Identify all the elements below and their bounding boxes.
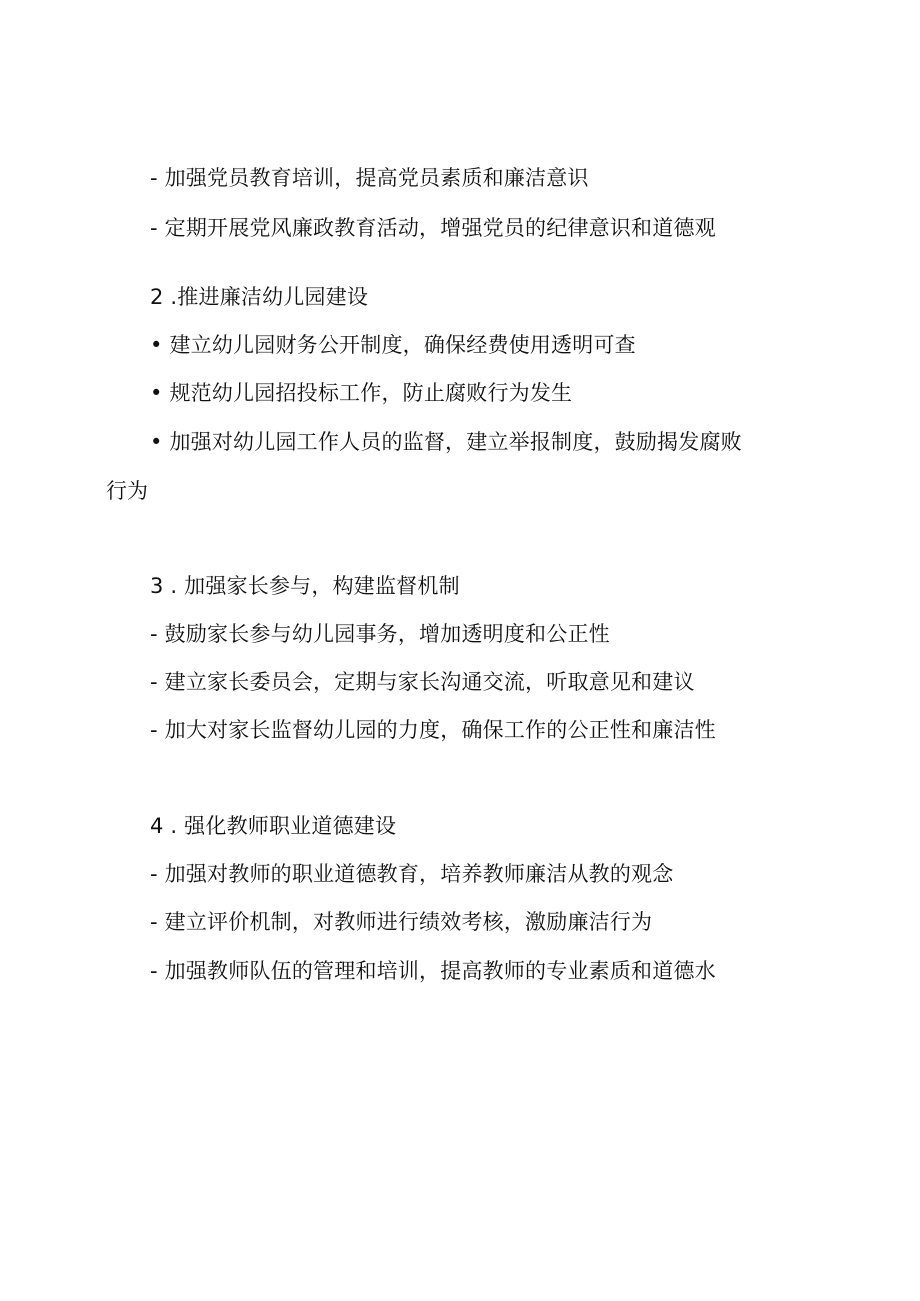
list-item: • 加强对幼儿园工作人员的监督，建立举报制度，鼓励揭发腐败	[150, 430, 742, 454]
section-heading: 4 . 强化教师职业道德建设	[150, 814, 397, 838]
list-item: - 建立家长委员会，定期与家长沟通交流，听取意见和建议	[150, 670, 695, 694]
list-item: - 加强教师队伍的管理和培训，提高教师的专业素质和道德水	[150, 959, 716, 983]
list-item: - 定期开展党风廉政教育活动，增强党员的纪律意识和道德观	[150, 216, 716, 240]
list-item: - 加强党员教育培训，提高党员素质和廉洁意识	[150, 166, 589, 190]
list-item: - 加大对家长监督幼儿园的力度，确保工作的公正性和廉洁性	[150, 718, 716, 742]
list-item: - 鼓励家长参与幼儿园事务，增加透明度和公正性	[150, 622, 610, 646]
list-item: - 建立评价机制，对教师进行绩效考核，激励廉洁行为	[150, 910, 653, 934]
list-item: - 加强对教师的职业道德教育，培养教师廉洁从教的观念	[150, 862, 674, 886]
list-item: • 建立幼儿园财务公开制度，确保经费使用透明可查	[150, 333, 636, 357]
section-heading: 2 .推进廉洁幼儿园建设	[150, 285, 369, 309]
list-item-continuation: 行为	[106, 479, 148, 503]
list-item: • 规范幼儿园招投标工作，防止腐败行为发生	[150, 381, 573, 405]
section-heading: 3 . 加强家长参与，构建监督机制	[150, 574, 460, 598]
